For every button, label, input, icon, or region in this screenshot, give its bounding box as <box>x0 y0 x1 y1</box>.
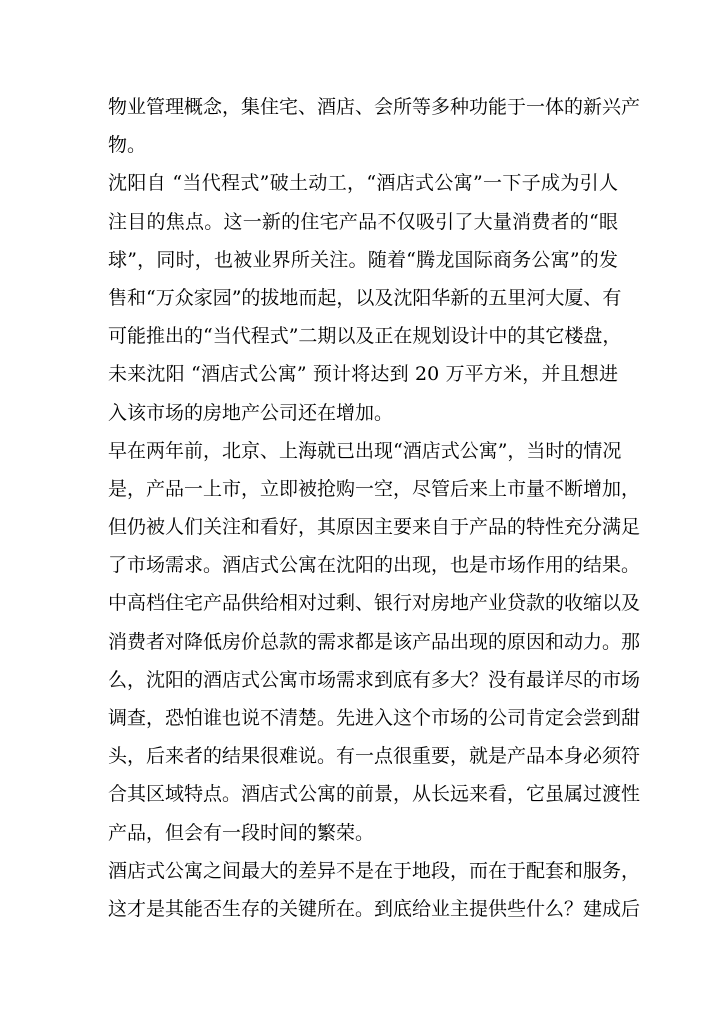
text-line: 未来沈阳 “酒店式公寓” 预计将达到 20 万平方米，并且想进 <box>108 363 618 386</box>
text-line: 注目的焦点。这一新的住宅产品不仅吸引了大量消费者的“眼 <box>108 210 618 233</box>
text-line: 调查，恐怕谁也说不清楚。先进入这个市场的公司肯定会尝到甜 <box>108 707 641 729</box>
text-line: 么，沈阳的酒店式公寓市场需求到底有多大？没有最详尽的市场 <box>108 668 641 691</box>
text-line: 产品，但会有一段时间的繁荣。 <box>108 821 375 844</box>
text-line: 物。 <box>108 134 147 157</box>
text-line: 合其区域特点。酒店式公寓的前景，从长远来看，它虽属过渡性 <box>108 783 641 806</box>
text-line: 入该市场的房地产公司还在增加。 <box>108 401 394 424</box>
text-line: 可能推出的“当代程式”二期以及正在规划设计中的其它楼盘， <box>108 325 622 348</box>
text-line: 头，后来者的结果很难说。有一点很重要，就是产品本身必须符 <box>108 745 641 768</box>
text-line: 酒店式公寓之间最大的差异不是在于地段，而在于配套和服务， <box>108 859 641 882</box>
text-line: 售和“万众家园”的拔地而起，以及沈阳华新的五里河大厦、有 <box>108 286 622 309</box>
body-text <box>108 88 641 928</box>
text-line: 沈阳自 “当代程式”破土动工，“酒店式公寓”一下子成为引人 <box>108 172 618 195</box>
text-line: 物业管理概念，集住宅、酒店、会所等多种功能于一体的新兴产 <box>108 96 641 118</box>
text-line: 球”，同时，也被业界所关注。随着“腾龙国际商务公寓”的发 <box>108 248 618 271</box>
text-line: 消费者对降低房价总款的需求都是该产品出现的原因和动力。那 <box>108 630 641 653</box>
text-line: 这才是其能否生存的关键所在。到底给业主提供些什么？建成后 <box>108 897 641 920</box>
text-line: 但仍被人们关注和看好，其原因主要来自于产品的特性充分满足 <box>108 516 641 539</box>
text-line: 是，产品一上市，立即被抢购一空，尽管后来上市量不断增加， <box>108 477 641 500</box>
text-line: 早在两年前，北京、上海就已出现“酒店式公寓”，当时的情况 <box>108 439 622 462</box>
text-line: 中高档住宅产品供给相对过剩、银行对房地产业贷款的收缩以及 <box>108 592 641 615</box>
text-line: 了市场需求。酒店式公寓在沈阳的出现，也是市场作用的结果。 <box>108 554 641 577</box>
